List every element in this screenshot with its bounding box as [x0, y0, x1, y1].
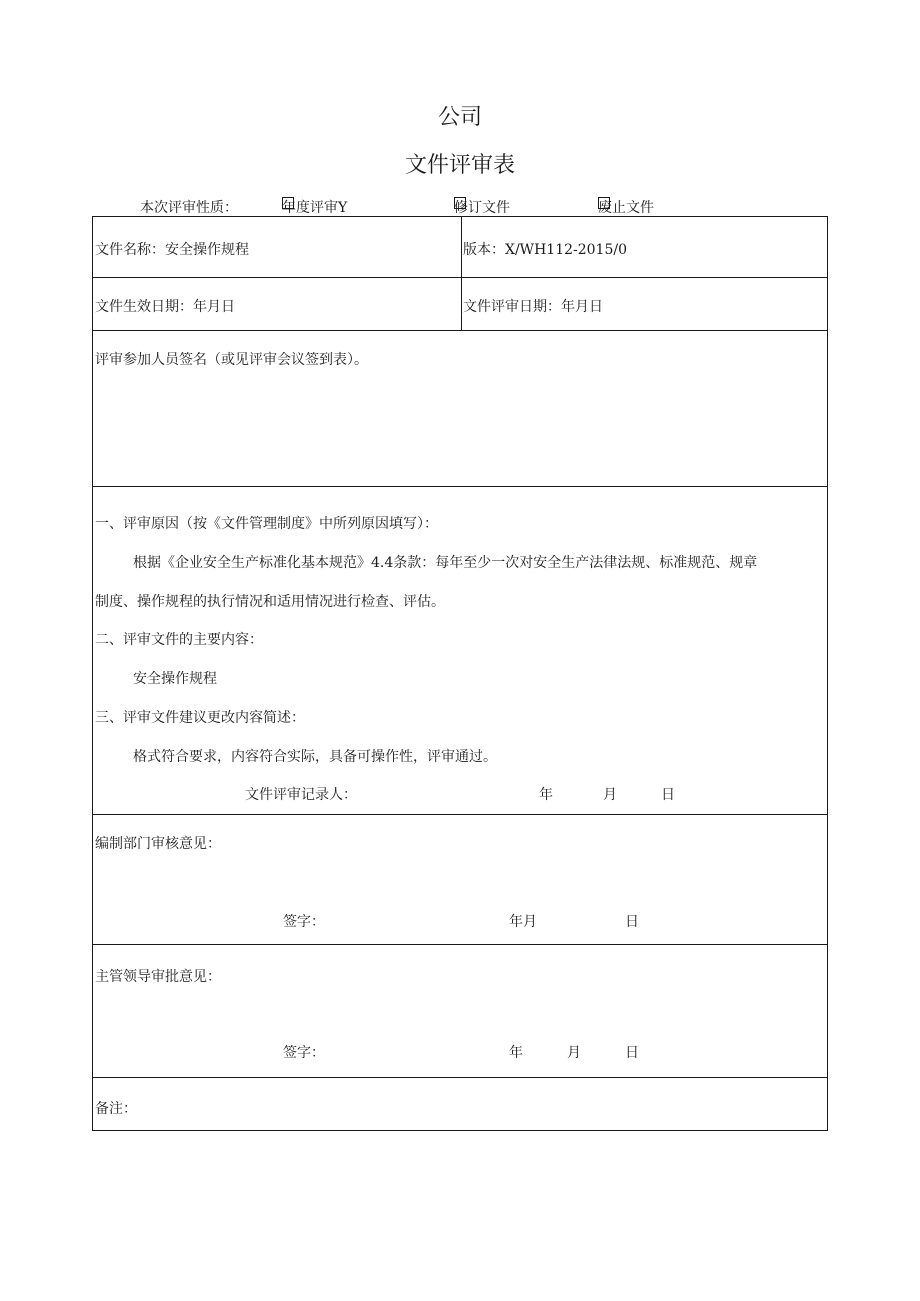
row-divider [93, 1077, 827, 1078]
leader-month: 月 [567, 1045, 581, 1061]
leader-review-label: 主管领导审批意见： [95, 969, 221, 985]
suggestion-body: 格式符合要求，内容符合实际，具备可操作性，评审通过。 [133, 749, 497, 765]
column-divider [461, 217, 462, 330]
recorder-year: 年 [539, 787, 553, 803]
suggestion-heading: 三、评审文件建议更改内容简述： [95, 710, 305, 726]
row-divider [93, 330, 827, 331]
form-title: 文件评审表 [404, 153, 515, 178]
dept-day: 日 [625, 914, 639, 930]
row-divider [93, 814, 827, 815]
reason-line-1: 根据《企业安全生产标准化基本规范》4.4条款：每年至少一次对安全生产法律法规、标准规范、规章 [133, 555, 758, 571]
leader-sign-label: 签字： [283, 1045, 325, 1061]
reason-heading: 一、评审原因（按《文件管理制度》中所列原因填写）： [95, 516, 438, 532]
dept-sign-label: 签字： [283, 914, 325, 930]
dept-review-label: 编制部门审核意见： [95, 836, 221, 852]
company-name: 公司 [437, 105, 482, 130]
file-name-cell: 文件名称：安全操作规程 [95, 242, 249, 258]
participants-label: 评审参加人员签名（或见评审会议签到表）。 [95, 352, 368, 368]
option-label: 修订文件 [454, 200, 510, 216]
recorder-label: 文件评审记录人： [245, 787, 357, 803]
remarks-label: 备注： [95, 1101, 137, 1117]
main-content-body: 安全操作规程 [133, 671, 217, 687]
effective-date-cell: 文件生效日期：年月日 [95, 299, 235, 315]
reason-line-2: 制度、操作规程的执行情况和适用情况进行检查、评估。 [95, 594, 445, 610]
row-divider [93, 486, 827, 487]
review-date-cell: 文件评审日期：年月日 [463, 299, 603, 315]
leader-day: 日 [625, 1045, 639, 1061]
recorder-day: 日 [661, 787, 675, 803]
dept-year-month: 年月 [509, 914, 537, 930]
review-nature-row [0, 197, 920, 217]
recorder-month: 月 [603, 787, 617, 803]
option-label: 年度评审Y [282, 200, 348, 216]
review-nature-label: 本次评审性质： [140, 200, 238, 216]
main-content-heading: 二、评审文件的主要内容： [95, 632, 263, 648]
option-label: 废止文件 [598, 200, 654, 216]
review-form-table [92, 216, 828, 1131]
row-divider [93, 944, 827, 945]
version-cell: 版本：X/WH112-2015/0 [463, 242, 627, 258]
row-divider [93, 277, 827, 278]
leader-year: 年 [509, 1045, 523, 1061]
